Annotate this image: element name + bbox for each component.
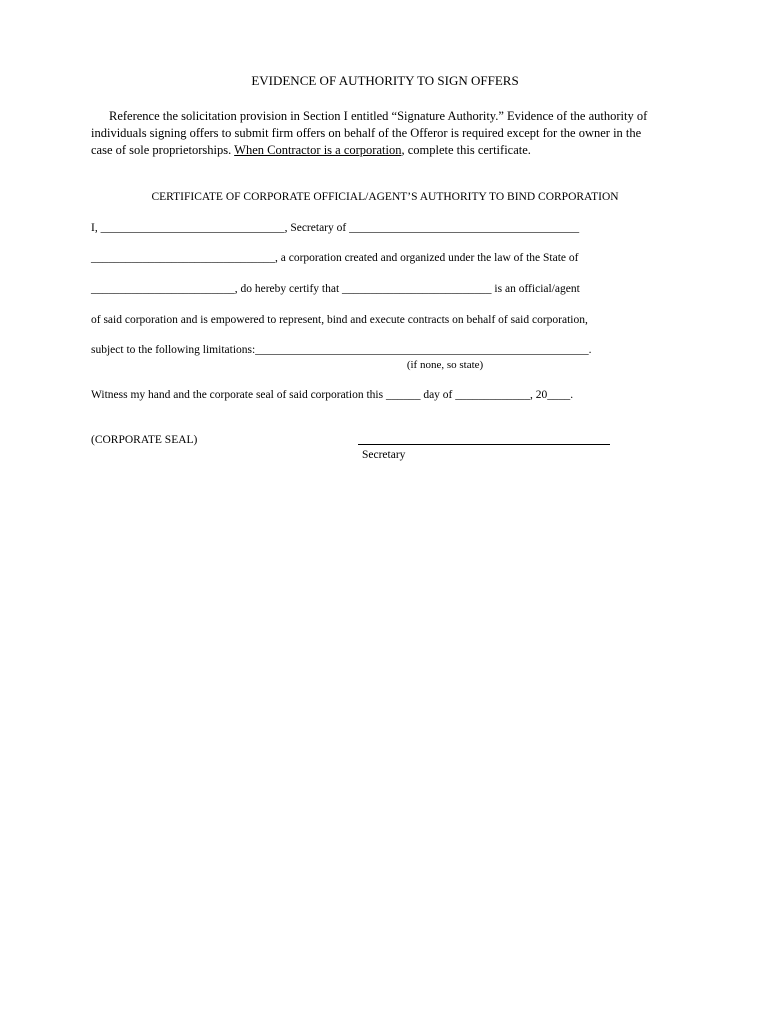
limitations-line: subject to the following limitations:__________________________________________________________. xyxy=(91,344,592,356)
secretary-line: I, ________________________________, Secretary of ________________________________________ xyxy=(91,222,580,234)
intro-underlined-text: When Contractor is a corporation xyxy=(234,143,402,157)
certificate-title: CERTIFICATE OF CORPORATE OFFICIAL/AGENT’S AUTHORITY TO BIND CORPORATION xyxy=(151,191,619,203)
limitations-hint: (if none, so state) xyxy=(406,359,484,371)
certify-line: _________________________, do hereby certify that __________________________ is an official/agent xyxy=(91,283,580,295)
document-title: EVIDENCE OF AUTHORITY TO SIGN OFFERS xyxy=(251,73,519,88)
signature-label: Secretary xyxy=(362,449,406,461)
corporation-line: ________________________________, a corporation created and organized under the law of the State of xyxy=(91,252,579,264)
corporate-seal-label: (CORPORATE SEAL) xyxy=(91,434,198,446)
intro-paragraph xyxy=(91,108,663,159)
signature-line xyxy=(358,444,610,445)
empowered-line: of said corporation and is empowered to represent, bind and execute contracts on behalf of said corporation, xyxy=(91,314,588,326)
intro-text-1: Reference the solicitation provision in Section I entitled “Signature Authority.” Evidence of the authority of individuals signing offers to submit firm offers on behalf of the Offeror is required except for the owner in the case of sole proprietorships. xyxy=(91,109,648,157)
intro-text-2: , complete this certificate. xyxy=(401,143,531,157)
witness-line: Witness my hand and the corporate seal of said corporation this ______ day of _____________, 20____. xyxy=(91,389,574,401)
